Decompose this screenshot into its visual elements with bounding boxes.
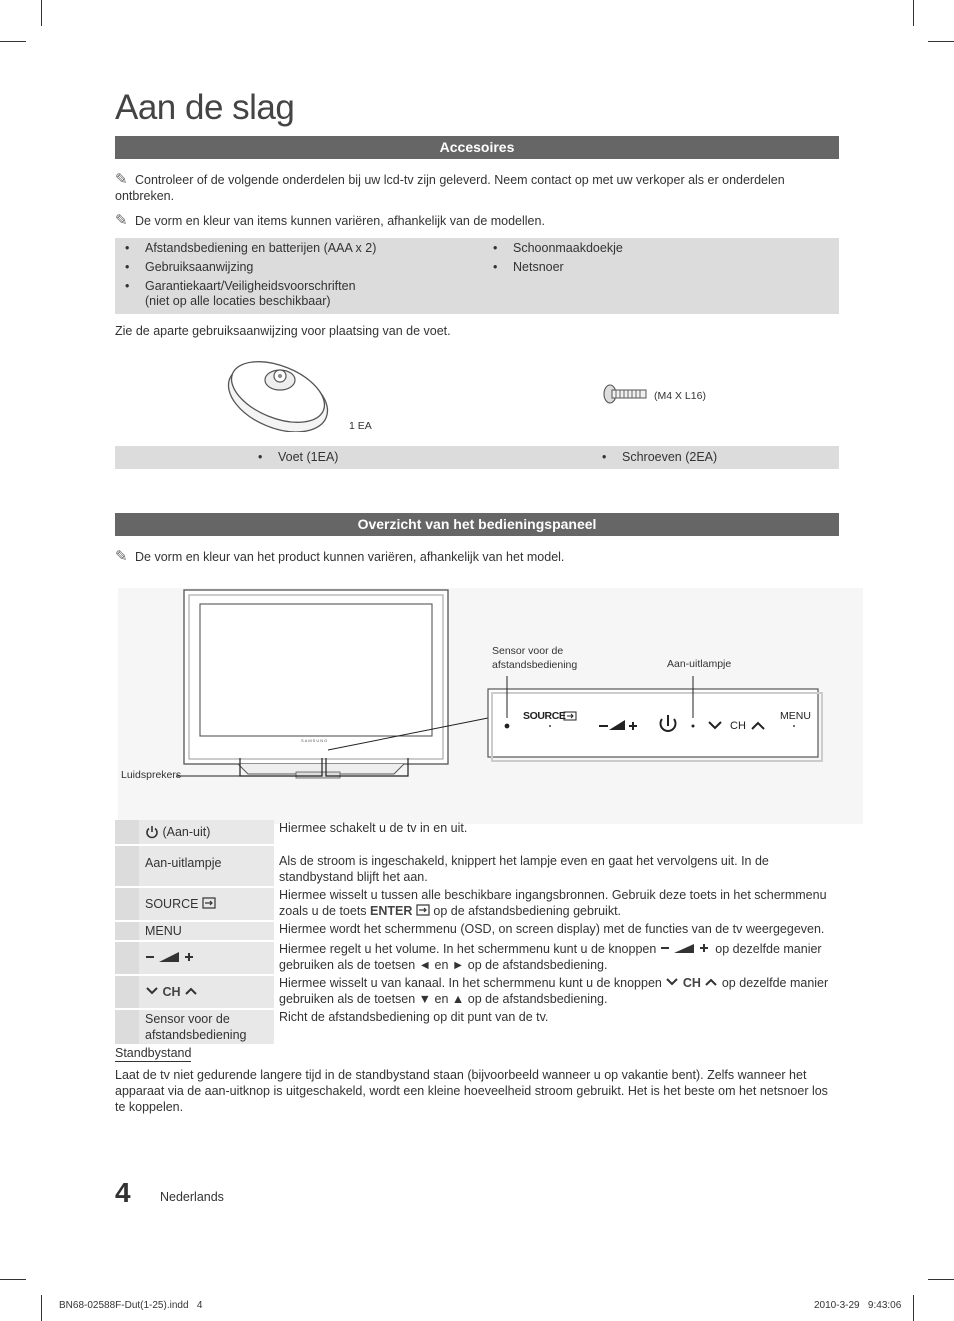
crop-mark	[913, 1295, 914, 1321]
enter-icon	[416, 904, 430, 916]
note-text: De vorm en kleur van items kunnen variëren, afhankelijk van de modellen.	[135, 214, 545, 228]
chevron-down-icon	[145, 984, 159, 994]
parts-row	[115, 446, 839, 469]
page-title: Aan de slag	[115, 88, 295, 127]
accessories-note-2	[115, 213, 839, 229]
chevron-down-icon	[665, 975, 679, 985]
accessories-left-column	[115, 241, 475, 309]
ch-label: CH	[682, 976, 701, 990]
table-row	[115, 887, 839, 921]
control-name-text: CH	[162, 985, 181, 999]
row-stub	[115, 975, 139, 1009]
label-line: afstandsbediening	[492, 659, 578, 671]
stand-image	[218, 352, 338, 432]
note-pencil-icon: ✎	[115, 212, 128, 229]
row-stub	[115, 941, 139, 975]
table-row	[115, 820, 839, 845]
menu-button: MENU	[780, 710, 811, 722]
list-item: • Afstandsbediening en batterijen (AAA x 2)	[115, 241, 475, 256]
control-name	[139, 975, 274, 1009]
crop-mark	[928, 41, 954, 42]
crop-mark	[928, 1279, 954, 1280]
sensor-callout-label	[492, 644, 577, 672]
stand-label: • Voet (1EA)	[248, 450, 338, 465]
accessories-heading: Accesoires	[115, 136, 839, 159]
label-line: Sensor voor de	[492, 645, 564, 657]
chevron-up-icon	[704, 975, 718, 985]
control-name	[139, 887, 274, 921]
desc-text: op de afstandsbediening gebruikt.	[433, 904, 622, 918]
print-timestamp: 2010-3-29 9:43:06	[814, 1300, 902, 1311]
note-text: De vorm en kleur van het product kunnen variëren, afhankelijk van het model.	[135, 550, 565, 564]
panel-note	[115, 549, 839, 565]
enter-key-label: ENTER	[370, 904, 413, 918]
stand-quantity: 1 EA	[349, 420, 372, 432]
standby-heading: Standbystand	[115, 1046, 192, 1060]
standby-text: Laat de tv niet gedurende langere tijd in de standbystand staan (bijvoorbeeld wanneer u op vakantie bent). Zelfs wanneer het apparaat via de aan-uitknop is uitgeschakeld, wordt een kleine hoeveelheid stroom gebruikt. Het is het beste om het netsnoer los te koppelen.	[115, 1068, 828, 1114]
desc-text: Hiermee wisselt u tussen alle beschikbare ingangsbronnen. Gebruik deze toets in het schermmenu zoals u de toets	[279, 888, 827, 918]
list-item: • Netsnoer	[483, 260, 823, 275]
source-button: SOURCE	[523, 710, 566, 722]
page-number: 4	[115, 1177, 131, 1208]
row-stub	[115, 820, 139, 845]
control-description	[274, 941, 839, 975]
list-item-continuation: (niet op alle locaties beschikbaar)	[145, 294, 331, 308]
control-description: Hiermee wordt het schermmenu (OSD, on screen display) met de functies van de tv weergegeven.	[279, 922, 825, 936]
list-item	[592, 450, 717, 469]
chevron-up-icon	[184, 984, 198, 994]
crop-mark	[41, 0, 42, 26]
list-item	[248, 450, 338, 469]
desc-text: Hiermee wisselt u van kanaal. In het schermmenu kunt u de knoppen	[279, 976, 662, 990]
table-row	[115, 941, 839, 975]
control-description: Hiermee schakelt u de tv in en uit.	[279, 821, 468, 835]
ch-button: CH	[730, 720, 746, 732]
power-icon	[145, 825, 159, 839]
speakers-label: Luidsprekers	[121, 769, 182, 781]
control-name	[139, 941, 274, 975]
control-description	[274, 975, 839, 1009]
control-name: Sensor voor de afstandsbediening	[139, 1009, 274, 1044]
list-item: • Gebruiksaanwijzing	[115, 260, 475, 275]
language-label: Nederlands	[160, 1190, 224, 1204]
accessories-note-1	[115, 172, 839, 204]
control-description: Als de stroom is ingeschakeld, knippert het lampje even en gaat het vervolgens uit. In de standbystand blijft het aan.	[279, 854, 769, 884]
accessories-right-column	[483, 241, 823, 279]
crop-mark	[0, 41, 26, 42]
control-name	[139, 820, 274, 845]
note-pencil-icon: ✎	[115, 171, 128, 188]
screw-spec: (M4 X L16)	[654, 390, 706, 402]
note-text: Controleer of de volgende onderdelen bij uw lcd-tv zijn geleverd. Neem contact op met uw verkoper als er onderdelen ontbreken.	[115, 173, 785, 203]
desc-text: Hiermee regelt u het volume. In het schermmenu kunt u de knoppen	[279, 942, 657, 956]
desc-text: op dezelfde manier gebruiken als de toetsen ◄ en ► op de afstandsbediening.	[279, 942, 822, 972]
panel-diagram	[118, 588, 863, 824]
table-row	[115, 845, 839, 887]
table-row	[115, 975, 839, 1009]
volume-icon	[145, 950, 197, 964]
table-row	[115, 921, 839, 941]
screw-label: • Schroeven (2EA)	[592, 450, 717, 465]
crop-mark	[0, 1279, 26, 1280]
desc-text: op dezelfde manier gebruiken als de toetsen ▼ en ▲ op de afstandsbediening.	[279, 976, 829, 1006]
row-stub	[115, 1009, 139, 1044]
row-stub	[115, 845, 139, 887]
controls-table	[115, 820, 839, 1044]
screw-image	[602, 383, 648, 405]
panel-heading: Overzicht van het bedieningspaneel	[115, 513, 839, 536]
tv-illustration	[118, 588, 863, 824]
list-item: • Garantiekaart/Veiligheidsvoorschriften	[115, 279, 475, 294]
row-stub	[115, 887, 139, 921]
control-name-text: (Aan-uit)	[162, 825, 211, 839]
control-name: MENU	[139, 921, 274, 941]
control-name-text: SOURCE	[145, 897, 199, 911]
brand-logo: SAMSUNG	[301, 738, 329, 743]
print-file-name: BN68-02588F-Dut(1-25).indd 4	[59, 1300, 203, 1311]
table-row	[115, 1009, 839, 1044]
crop-mark	[913, 0, 914, 26]
list-item: • Schoonmaakdoekje	[483, 241, 823, 256]
row-stub	[115, 921, 139, 941]
stand-note: Zie de aparte gebruiksaanwijzing voor plaatsing van de voet.	[115, 324, 451, 338]
source-input-icon	[202, 897, 216, 909]
crop-mark	[41, 1295, 42, 1321]
control-description: Richt de afstandsbediening op dit punt van de tv.	[279, 1010, 549, 1024]
control-name: Aan-uitlampje	[139, 845, 274, 887]
accessories-list	[115, 238, 839, 314]
power-led-callout-label: Aan-uitlampje	[667, 658, 732, 670]
volume-icon	[660, 942, 712, 954]
control-description	[274, 887, 839, 921]
note-pencil-icon: ✎	[115, 548, 128, 565]
